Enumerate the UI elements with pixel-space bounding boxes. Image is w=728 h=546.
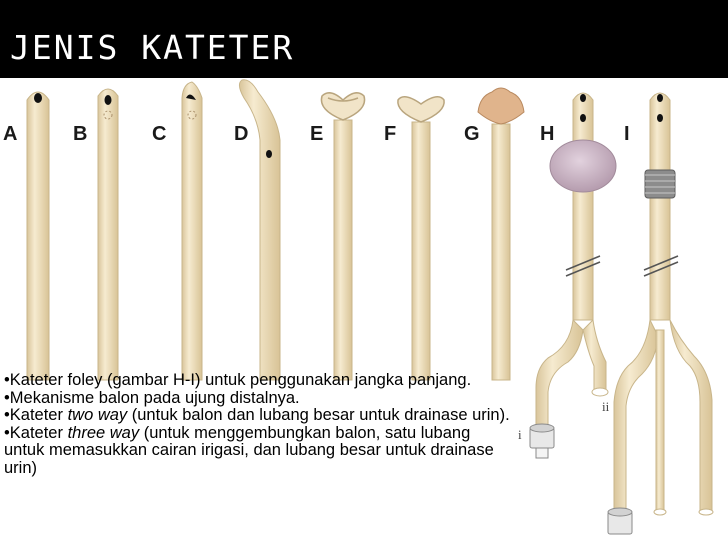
bullet-list [4, 372, 514, 477]
label-e: E [310, 123, 324, 145]
label-roman-i: i [518, 427, 522, 442]
label-i: I [624, 123, 630, 145]
label-f: F [384, 123, 397, 145]
catheter-b [98, 89, 118, 380]
slide-title: JENIS KATETER [10, 28, 295, 67]
bullet-item: •Mekanisme balon pada ujung distalnya. [4, 388, 300, 407]
catheter-e [321, 93, 364, 380]
catheter-f [398, 97, 444, 380]
label-a: A [3, 123, 18, 145]
catheter-c [182, 82, 202, 380]
bullet-item: •Kateter three way (untuk menggembungkan balon, satu lubang untuk memasukkan cairan irigasi, dan lubang besar untuk drainase urin) [4, 423, 494, 477]
bullet-item: •Kateter two way (untuk balon dan lubang besar untuk drainase urin). [4, 406, 510, 424]
label-h: H [540, 123, 555, 145]
catheter-a [27, 92, 49, 380]
bullet-item: •Kateter foley (gambar H-I) untuk penggunakan jangka panjang. [4, 371, 472, 389]
label-roman-ii: ii [602, 399, 610, 414]
catheter-g [478, 88, 524, 380]
label-b: B [73, 123, 88, 145]
label-d: D [234, 123, 249, 145]
title-bar [0, 0, 728, 78]
catheter-i [608, 93, 713, 534]
label-g: G [464, 123, 480, 145]
label-c: C [152, 123, 167, 145]
